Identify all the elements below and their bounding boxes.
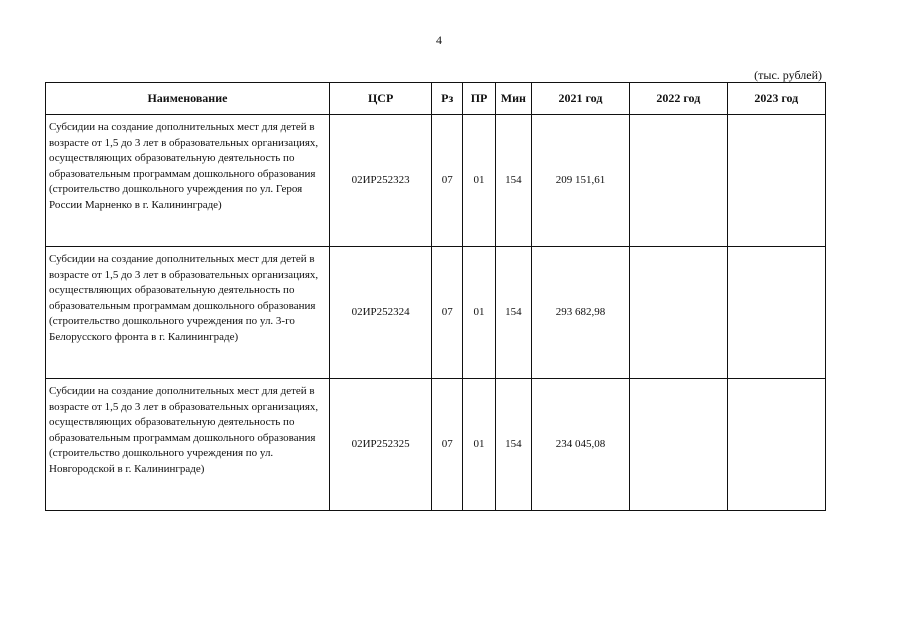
units-label: (тыс. рублей) — [754, 68, 822, 82]
cell-csr: 02ИР252325 — [329, 379, 431, 511]
table-header-row — [46, 83, 826, 115]
budget-table — [45, 82, 826, 511]
cell-csr: 02ИР252324 — [329, 247, 431, 379]
cell-rz: 07 — [432, 115, 463, 247]
table-row — [46, 379, 826, 511]
cell-2021: 234 045,08 — [531, 379, 629, 511]
cell-rz: 07 — [432, 379, 463, 511]
header-csr: ЦСР — [329, 83, 431, 115]
cell-rz: 07 — [432, 247, 463, 379]
header-rz: Рз — [432, 83, 463, 115]
cell-2022 — [630, 379, 727, 511]
cell-min: 154 — [495, 379, 531, 511]
header-pr: ПР — [463, 83, 496, 115]
header-min: Мин — [495, 83, 531, 115]
cell-2023 — [727, 115, 825, 247]
cell-name: Субсидии на создание дополнительных мест для детей в возрасте от 1,5 до 3 лет в образовательных организациях, осуществляющих образовательную деятельность по образовательным программам дошкольного образования (строительство дошкольного учреждения по ул. Новгородской в г. Калининграде) — [46, 379, 330, 511]
header-2022: 2022 год — [630, 83, 727, 115]
cell-2022 — [630, 247, 727, 379]
header-name: Наименование — [46, 83, 330, 115]
header-2021: 2021 год — [531, 83, 629, 115]
header-2023: 2023 год — [727, 83, 825, 115]
page-number: 4 — [436, 33, 442, 47]
cell-pr: 01 — [463, 115, 496, 247]
table-row — [46, 247, 826, 379]
cell-2021: 209 151,61 — [531, 115, 629, 247]
cell-2023 — [727, 247, 825, 379]
cell-name: Субсидии на создание дополнительных мест для детей в возрасте от 1,5 до 3 лет в образовательных организациях, осуществляющих образовательную деятельность по образовательным программам дошкольного образования (строительство дошкольного учреждения по ул. 3-го Белорусского фронта в г. Калининграде) — [46, 247, 330, 379]
cell-name: Субсидии на создание дополнительных мест для детей в возрасте от 1,5 до 3 лет в образовательных организациях, осуществляющих образовательную деятельность по образовательным программам дошкольного образования (строительство дошкольного учреждения по ул. Героя России Марненко в г. Калининграде) — [46, 115, 330, 247]
cell-2021: 293 682,98 — [531, 247, 629, 379]
cell-csr: 02ИР252323 — [329, 115, 431, 247]
cell-pr: 01 — [463, 247, 496, 379]
cell-min: 154 — [495, 115, 531, 247]
cell-pr: 01 — [463, 379, 496, 511]
cell-min: 154 — [495, 247, 531, 379]
cell-2022 — [630, 115, 727, 247]
cell-2023 — [727, 379, 825, 511]
table-row — [46, 115, 826, 247]
